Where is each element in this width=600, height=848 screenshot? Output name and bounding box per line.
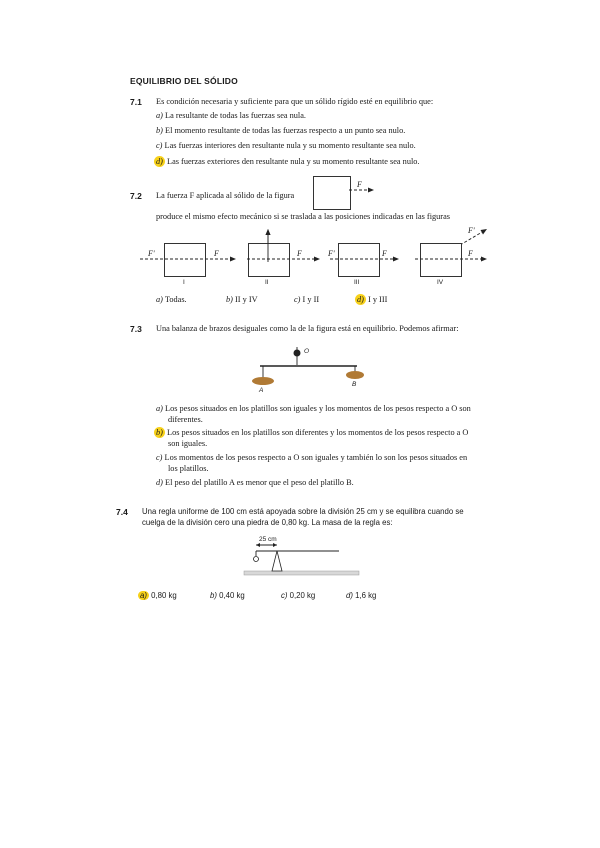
question-number-7-1: 7.1	[130, 97, 142, 107]
question-number-7-3: 7.3	[130, 324, 142, 334]
force-label-ref: F	[357, 180, 362, 189]
q4-option-a[interactable]	[138, 591, 177, 600]
force-label-fig-i-right: F	[214, 249, 219, 258]
option-text: I y III	[368, 295, 388, 304]
force-label-fig-iii-left: F'	[328, 249, 335, 258]
option-letter: a)	[156, 295, 163, 304]
option-text: El momento resultante de todas las fuerzas respecto a un punto sea nulo.	[165, 126, 406, 135]
option-text-cont: son iguales.	[168, 439, 208, 448]
pan-b-label: B	[352, 381, 357, 388]
option-letter: a)	[156, 111, 163, 120]
figure-label-i: I	[183, 279, 185, 286]
q3-option-d[interactable]	[156, 477, 354, 488]
option-text: 0,40 kg	[219, 591, 245, 600]
option-text: Los pesos situados en los platillos son iguales y los momentos de los pesos respecto a O son	[165, 404, 471, 413]
option-text: I y II	[302, 295, 320, 304]
option-letter: a)	[156, 404, 163, 413]
option-letter: c)	[294, 295, 301, 304]
option-text: La resultante de todas las fuerzas sea nula.	[165, 111, 306, 120]
option-text: Todas.	[164, 295, 187, 304]
section-title: EQUILIBRIO DEL SÓLIDO	[130, 76, 238, 86]
option-letter: c)	[156, 141, 163, 150]
option-text: 1,6 kg	[355, 591, 377, 600]
q2-option-c[interactable]	[294, 294, 319, 305]
option-text: II y IV	[235, 295, 258, 304]
option-text: 0,20 kg	[289, 591, 316, 600]
option-letter: b)	[226, 295, 233, 304]
option-letter: d)	[156, 478, 163, 487]
question-text-7-2b: produce el mismo efecto mecánico si se traslada a las posiciones indicadas en las figuras	[156, 212, 450, 221]
pivot-label: O	[304, 348, 310, 355]
option-text: Las fuerzas interiores den resultante nula y su momento resultante sea nulo.	[164, 141, 416, 150]
question-text-7-3: Una balanza de brazos desiguales como la de la figura está en equilibrio. Podemos afirmar:	[156, 324, 459, 333]
selected-answer-highlight: b)	[156, 428, 163, 437]
option-text: Los pesos situados en los platillos son diferentes y los momentos de los pesos respecto a O	[167, 428, 469, 437]
option-text: 0,80 kg	[151, 591, 177, 600]
q4-option-c[interactable]	[281, 591, 315, 600]
q2-option-a[interactable]	[156, 294, 187, 305]
option-letter: d)	[346, 591, 353, 600]
figure-label-iv: IV	[437, 279, 444, 286]
q4-option-d[interactable]	[346, 591, 376, 600]
option-text: El peso del platillo A es menor que el peso del platillo B.	[165, 478, 354, 487]
force-label-fig-i-left: F'	[148, 249, 155, 258]
question-text-7-4-line2: cuelga de la división cero una piedra de 0,80 kg. La masa de la regla es:	[142, 518, 393, 527]
force-label-fig-iv-prime: F'	[468, 226, 475, 235]
distance-label: 25 cm	[259, 536, 277, 543]
option-text-cont: diferentes.	[168, 415, 203, 424]
figure-label-ii: II	[265, 279, 269, 286]
option-letter: c)	[281, 591, 288, 600]
q3-option-c[interactable]	[156, 452, 467, 474]
q2-option-b[interactable]	[226, 294, 258, 305]
q4-option-b[interactable]	[210, 591, 245, 600]
option-text-cont: los platillos.	[168, 464, 209, 473]
option-letter: b)	[156, 126, 163, 135]
q2-option-d[interactable]	[355, 294, 387, 305]
figure-label-iii: III	[354, 279, 360, 286]
force-label-fig-ii: F	[297, 249, 302, 258]
pan-a-label: A	[259, 387, 264, 394]
selected-answer-highlight: a)	[140, 591, 147, 600]
selected-answer-highlight: d)	[357, 295, 364, 304]
q3-option-a[interactable]	[156, 403, 471, 425]
question-text-7-4-line1: Una regla uniforme de 100 cm está apoyada sobre la división 25 cm y se equilibra cuando se	[142, 507, 464, 516]
option-text: Las fuerzas exteriores den resultante nula y su momento resultante sea nulo.	[167, 157, 420, 166]
question-number-7-2: 7.2	[130, 191, 142, 201]
q3-option-b[interactable]	[154, 427, 468, 449]
force-label-fig-iii-right: F	[382, 249, 387, 258]
force-label-fig-iv: F	[468, 249, 473, 258]
selected-answer-highlight: d)	[156, 157, 163, 166]
question-text-7-1: Es condición necesaria y suficiente para que un sólido rígido esté en equilibrio que:	[156, 97, 434, 106]
option-letter: b)	[210, 591, 217, 600]
question-text-7-2a: La fuerza F aplicada al sólido de la figura	[156, 191, 295, 200]
question-number-7-4: 7.4	[116, 507, 128, 517]
option-letter: c)	[156, 453, 163, 462]
option-text: Los momentos de los pesos respecto a O son iguales y también lo son los pesos situados en	[164, 453, 468, 462]
